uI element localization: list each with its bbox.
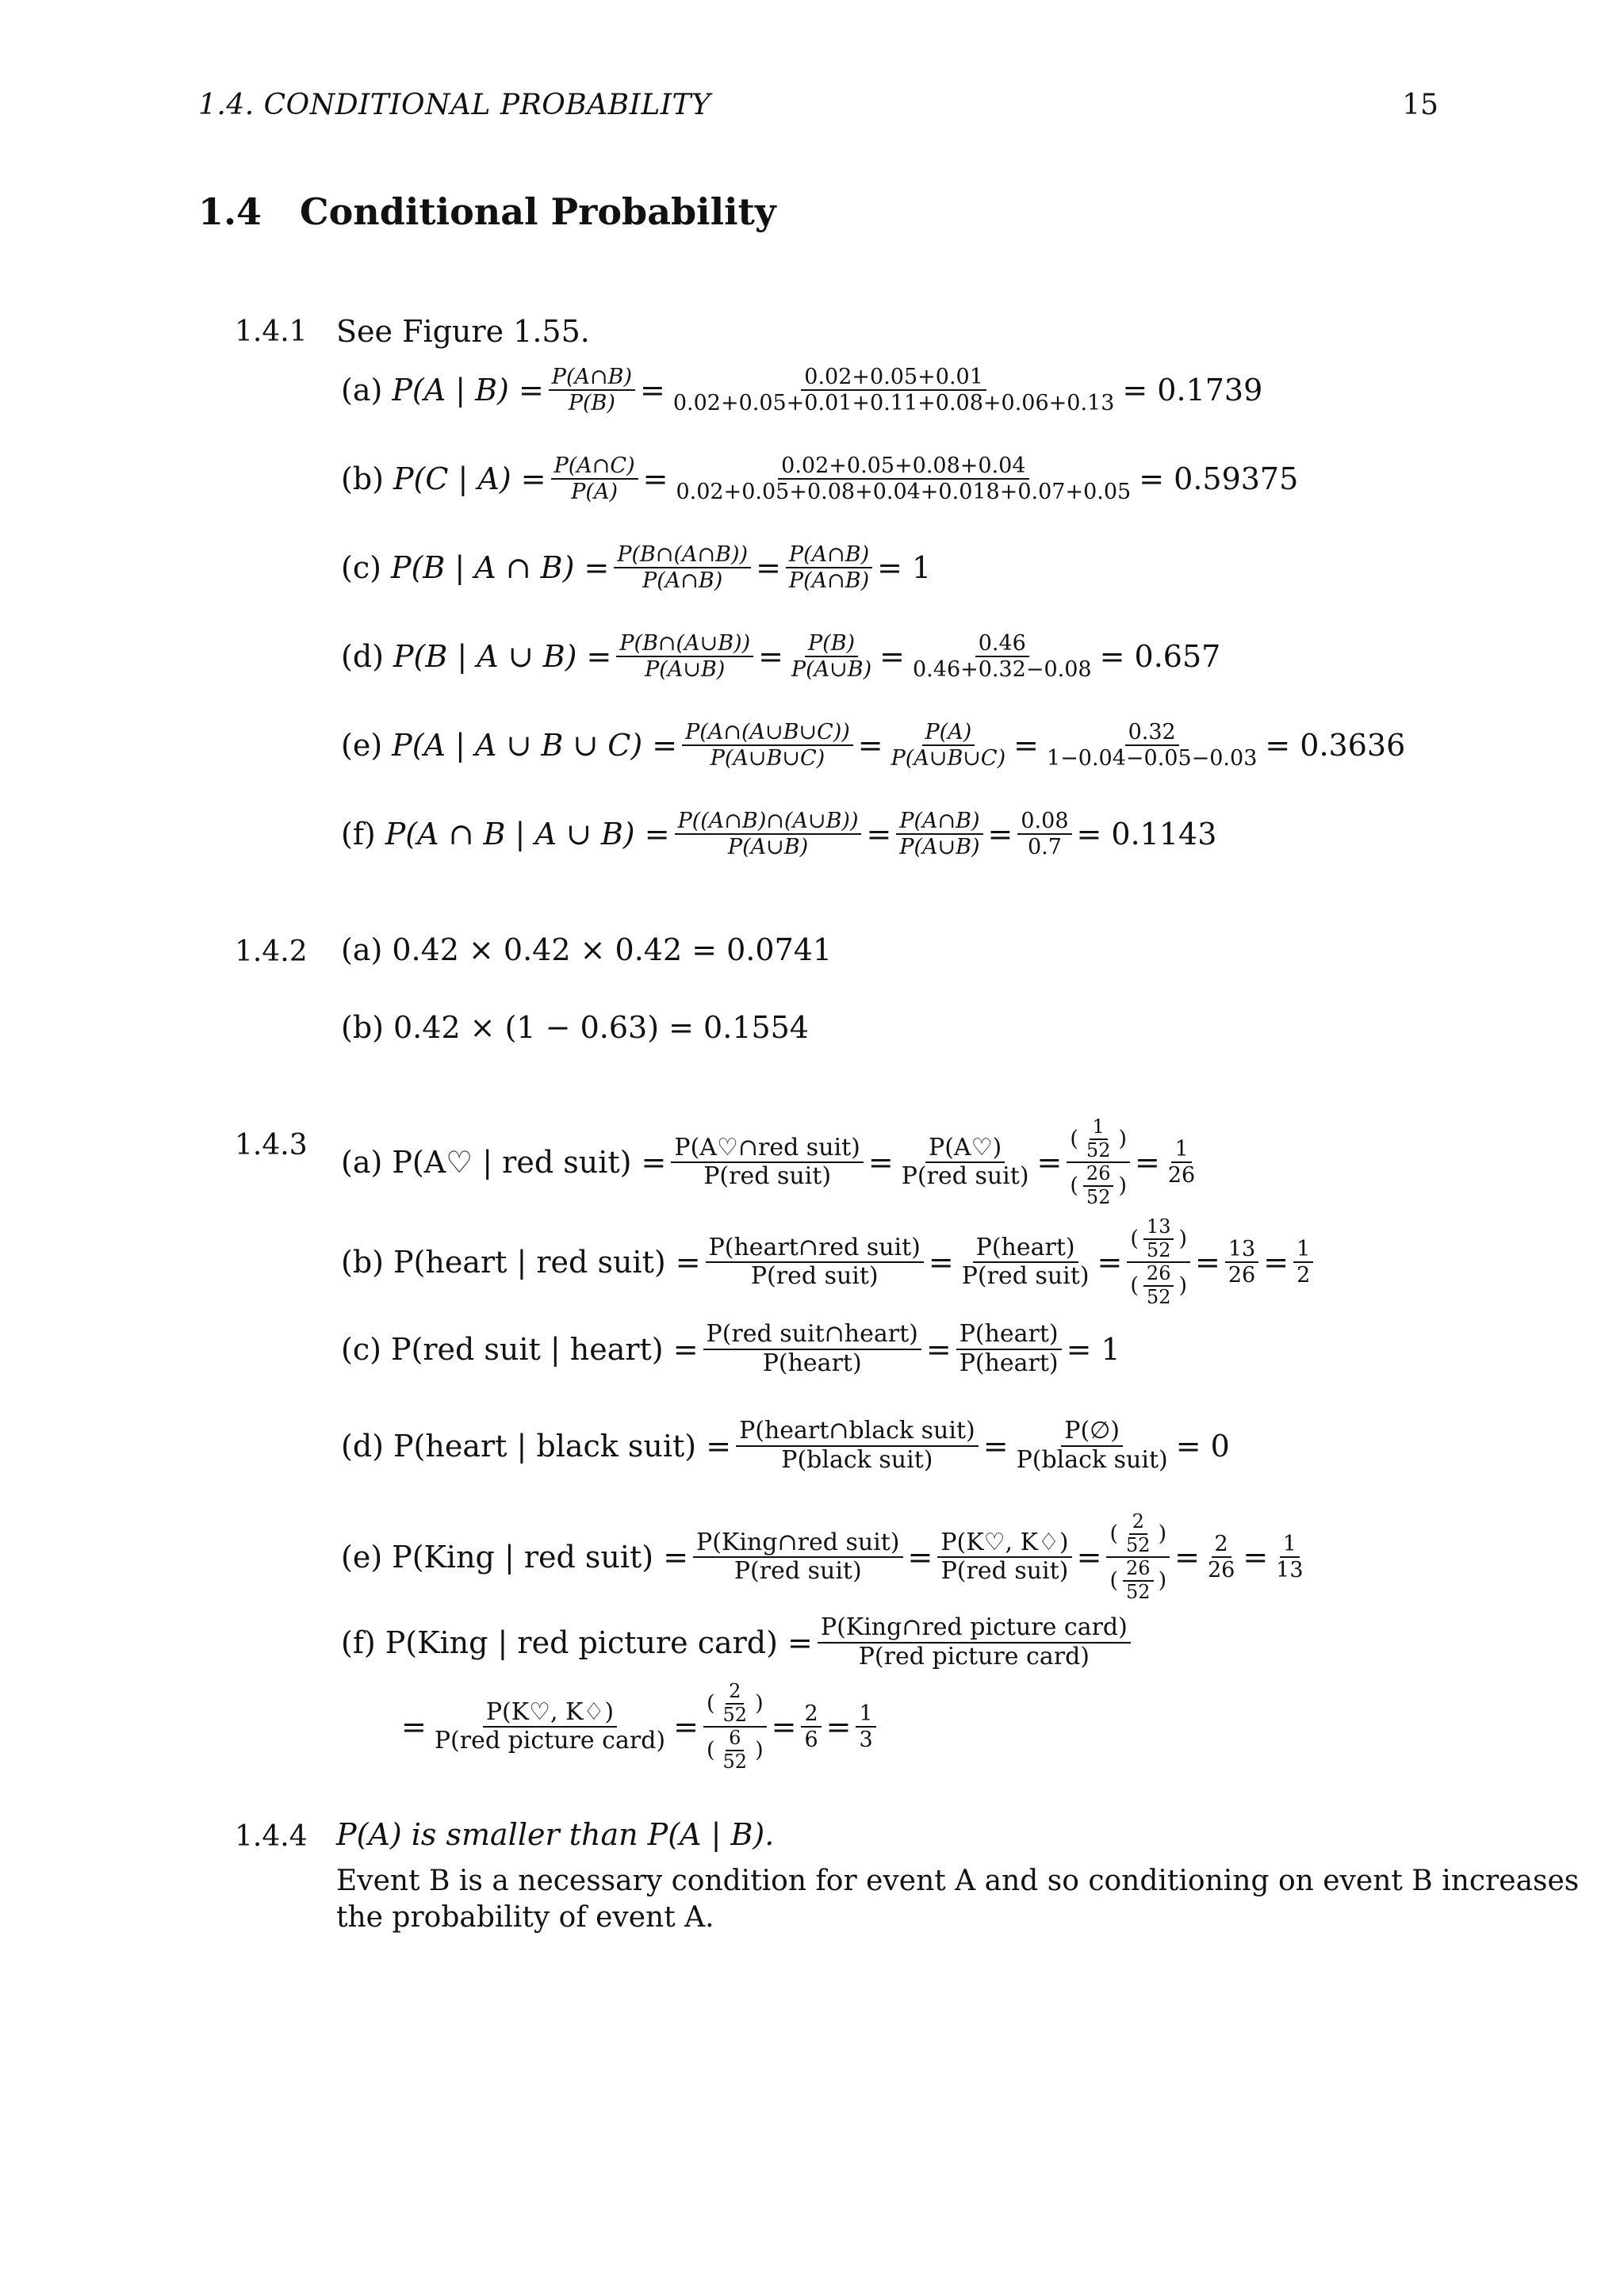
equation-1-4-3-d: (d) P(heart | black suit) = $\frac{\text{P(heart∩black suit)}}{\text{P(black suit)}}$ = $\frac{P(\emptyset)}{\text{P(black suit)}}$ = 0 bbox=[341, 1417, 1230, 1474]
equation-result: = 0.657 bbox=[1099, 639, 1221, 675]
fraction: $\frac{P((A\cap B)\cap(A\cup B))}{P(A\cup B)}$ bbox=[675, 809, 862, 859]
fraction: $\frac{0.02+0.05+0.08+0.04}{0.02+0.05+0.08+0.04+0.018+0.07+0.05}$ bbox=[676, 453, 1132, 505]
equation-1-4-1-f: (f) P(A ∩ B | A ∪ B) = $\frac{P((A\cap B)\cap(A\cup B))}{P(A\cup B)}$ = $\frac{P(A\cap B)}{P(A\cup B)}$ = $\frac{0.08}{0.7}$ = 0.1143 bbox=[341, 809, 1217, 860]
equation-1-4-2-a bbox=[341, 932, 832, 967]
problem-number-1-4-2: 1.4.2 bbox=[235, 936, 308, 968]
equation-1-4-1-c: (c) P(B | A ∩ B) = $\frac{P(B\cap(A\cap B))}{P(A\cap B)}$ = $\frac{P(A\cap B)}{P(A\cap B)}$ = 1 bbox=[341, 542, 932, 594]
equation-result: = 1 bbox=[1066, 1331, 1120, 1367]
equation-lhs: P(A | B) = bbox=[392, 373, 544, 408]
fraction: $\frac{2}{26}$ bbox=[1207, 1532, 1235, 1583]
equation-lhs: P(C | A) = bbox=[393, 461, 546, 497]
fraction: $\frac{\text{P(heart)}}{\text{P(heart)}}$ bbox=[956, 1321, 1062, 1377]
fraction: $\frac{0.02+0.05+0.01}{0.02+0.05+0.01+0.11+0.08+0.06+0.13}$ bbox=[672, 365, 1115, 416]
part-label: (a) bbox=[341, 1145, 383, 1181]
fraction: $\frac{P(A\cap(A\cup B\cup C))}{P(A\cup B\cup C)}$ bbox=[682, 720, 853, 771]
running-head: 1.4. CONDITIONAL PROBABILITY bbox=[198, 89, 711, 121]
fraction: $\frac{P(A\cap B)}{P(A\cup B)}$ bbox=[896, 809, 982, 859]
equation-lhs: P(A♡ | red suit) = bbox=[392, 1145, 667, 1181]
fraction: $\frac{\text{P(heart)}}{\text{P(red suit)}}$ bbox=[961, 1233, 1090, 1291]
part-label: (c) bbox=[341, 1331, 381, 1367]
fraction: $\frac{P(B\cap(A\cap B))}{P(A\cap B)}$ bbox=[614, 542, 751, 593]
problem-number-1-4-1: 1.4.1 bbox=[235, 316, 308, 348]
equation-1-4-2-b bbox=[341, 1010, 809, 1045]
part-label: (f) bbox=[341, 817, 376, 852]
equation-result: = 1 bbox=[877, 550, 932, 586]
problem-statement-1-4-4: P(A) is smaller than P(A | B). bbox=[336, 1817, 775, 1852]
equation-1-4-1-e: (e) P(A | A ∪ B ∪ C) = $\frac{P(A\cap(A\cup B\cup C))}{P(A\cup B\cup C)}$ = $\frac{P(A)}{P(A\cup B\cup C)}$ = $\frac{0.32}{1-0.04-0.05-0.03}$ = 0.3636 bbox=[341, 720, 1406, 771]
nested-fraction: ( $\frac{2}{52}$ ) ( $\frac{26}{52}$ ) bbox=[1106, 1511, 1170, 1603]
equation-lhs: P(B | A ∪ B) = bbox=[393, 639, 612, 675]
part-label: (b) bbox=[341, 1010, 384, 1045]
fraction: $\frac{1}{3}$ bbox=[856, 1701, 875, 1752]
fraction: $\frac{P(A\cap B)}{P(B)}$ bbox=[549, 365, 635, 415]
problem-intro-1-4-1: See Figure 1.55. bbox=[336, 314, 590, 349]
fraction: $\frac{0.08}{0.7}$ bbox=[1017, 809, 1071, 859]
section-number: 1.4 bbox=[198, 190, 262, 233]
fraction: $\frac{\text{P(King∩red suit)}}{\text{P(red suit)}}$ bbox=[693, 1529, 902, 1586]
part-label: (a) bbox=[341, 932, 383, 967]
equation-lhs: P(King | red suit) = bbox=[392, 1540, 689, 1575]
part-label: (a) bbox=[341, 373, 383, 408]
equation-lhs: P(King | red picture card) = bbox=[385, 1624, 813, 1660]
nested-fraction: ( $\frac{13}{52}$ ) ( $\frac{26}{52}$ ) bbox=[1127, 1216, 1190, 1308]
equation-result: = 0 bbox=[1175, 1428, 1230, 1464]
fraction: $\frac{P(K♡, K♢)}{\text{P(red suit)}}$ bbox=[937, 1529, 1071, 1586]
equation-1-4-3-b: (b) P(heart | red suit) = $\frac{\text{P(heart∩red suit)}}{\text{P(red suit)}}$ = $\frac{\text{P(heart)}}{\text{P(red suit)}}$ = ( $\frac{13}{52}$ ) ( $\frac{26}{52}$ ) = $\frac{13}{26}$ = $\frac{1}{2}$ bbox=[341, 1216, 1318, 1308]
equation-1-4-3-e: (e) P(King | red suit) = $\frac{\text{P(King∩red suit)}}{\text{P(red suit)}}$ = $\frac{P(K♡, K♢)}{\text{P(red suit)}}$ = ( $\frac{2}{52}$ ) ( $\frac{26}{52}$ ) = $\frac{2}{26}$ = $\frac{1}{13}$ bbox=[341, 1511, 1312, 1603]
equation-result: = 0.59375 bbox=[1139, 461, 1299, 497]
equation-1-4-1-b: (b) P(C | A) = $\frac{P(A\cap C)}{P(A)}$ = $\frac{0.02+0.05+0.08+0.04}{0.02+0.05+0.08+0.04+0.018+0.07+0.05}$ = 0.59375 bbox=[341, 453, 1299, 505]
fraction: $\frac{1}{2}$ bbox=[1293, 1237, 1313, 1288]
part-label: (d) bbox=[341, 1428, 384, 1464]
equation-text: 0.42 × 0.42 × 0.42 = 0.0741 bbox=[392, 932, 833, 967]
fraction: $\frac{0.32}{1-0.04-0.05-0.03}$ bbox=[1046, 720, 1258, 771]
part-label: (b) bbox=[341, 461, 384, 497]
equation-1-4-3-f-continued: = $\frac{P(K♡, K♢)}{\text{P(red picture card)}}$ = ( $\frac{2}{52}$ ) ( $\frac{6}{52}$ ) = $\frac{2}{6}$ = $\frac{1}{3}$ bbox=[401, 1681, 881, 1773]
equation-lhs: P(A | A ∪ B ∪ C) = bbox=[392, 728, 678, 763]
fraction: $\frac{\text{P(heart∩red suit)}}{\text{P(red suit)}}$ bbox=[706, 1234, 924, 1291]
equation-result: = 0.1739 bbox=[1122, 373, 1263, 408]
fraction: $\frac{P(\emptyset)}{\text{P(black suit)}}$ bbox=[1016, 1417, 1168, 1474]
problem-number-1-4-4: 1.4.4 bbox=[235, 1820, 308, 1853]
fraction: $\frac{0.46}{0.46+0.32-0.08}$ bbox=[913, 631, 1092, 683]
fraction: $\frac{P(A\cap B)}{P(A\cap B)}$ bbox=[786, 542, 872, 593]
part-label: (d) bbox=[341, 639, 384, 675]
equation-result: = 0.3636 bbox=[1265, 728, 1406, 763]
fraction: $\frac{\text{P(King∩red picture card)}}{\text{P(red picture card)}}$ bbox=[818, 1614, 1131, 1670]
equation-result: = 0.1143 bbox=[1076, 817, 1217, 852]
equation-1-4-1-a: (a) P(A | B) = $\frac{P(A\cap B)}{P(B)}$ = $\frac{0.02+0.05+0.01}{0.02+0.05+0.01+0.11+0.08+0.06+0.13}$ = 0.1739 bbox=[341, 365, 1263, 416]
equation-1-4-1-d: (d) P(B | A ∪ B) = $\frac{P(B\cap(A\cup B))}{P(A\cup B)}$ = $\frac{P(B)}{P(A\cup B)}$ = $\frac{0.46}{0.46+0.32-0.08}$ = 0.657 bbox=[341, 631, 1221, 683]
equation-lhs: P(red suit | heart) = bbox=[390, 1331, 699, 1367]
fraction: $\frac{P(A♡)}{\text{P(red suit)}}$ bbox=[901, 1133, 1029, 1191]
fraction: $\frac{P(B\cap(A\cup B))}{P(A\cup B)}$ bbox=[616, 631, 753, 682]
fraction: $\frac{P(B)}{P(A\cup B)}$ bbox=[791, 631, 872, 683]
equation-lhs: P(A ∩ B | A ∪ B) = bbox=[385, 817, 670, 852]
equation-1-4-3-a: (a) P(A♡ | red suit) = $\frac{\text{P(A♡∩red suit)}}{\text{P(red suit)}}$ = $\frac{P(A♡)}{\text{P(red suit)}}$ = ( $\frac{1}{52}$ ) ( $\frac{26}{52}$ ) = $\frac{1}{26}$ bbox=[341, 1116, 1203, 1208]
fraction: $\frac{\text{P(A♡∩red suit)}}{\text{P(red suit)}}$ bbox=[671, 1135, 864, 1191]
equation-lhs: P(heart | black suit) = bbox=[393, 1428, 732, 1464]
fraction: $\frac{P(A)}{P(A\cup B\cup C)}$ bbox=[891, 720, 1006, 771]
equation-1-4-3-f bbox=[341, 1614, 1136, 1670]
page-number: 15 bbox=[1402, 89, 1438, 121]
part-label: (c) bbox=[341, 550, 381, 586]
part-label: (e) bbox=[341, 1540, 383, 1575]
section-title: Conditional Probability bbox=[300, 190, 776, 233]
equation-lhs: P(B | A ∩ B) = bbox=[390, 550, 610, 586]
part-label: (f) bbox=[341, 1624, 376, 1660]
problem-number-1-4-3: 1.4.3 bbox=[235, 1129, 308, 1161]
fraction: $\frac{13}{26}$ bbox=[1225, 1237, 1258, 1288]
fraction: $\frac{P(A\cap C)}{P(A)}$ bbox=[551, 453, 638, 504]
fraction: $\frac{P(K♡, K♢)}{\text{P(red picture card)}}$ bbox=[434, 1697, 666, 1755]
problem-explanation-1-4-4: Event B is a necessary condition for event A and so conditioning on event B increases the probability of event A. bbox=[336, 1865, 1580, 1934]
equation-1-4-3-c: (c) P(red suit | heart) = $\frac{\text{P(red suit∩heart)}}{\text{P(heart)}}$ = $\frac{\text{P(heart)}}{\text{P(heart)}}$ = 1 bbox=[341, 1320, 1120, 1377]
equation-lhs: P(heart | red suit) = bbox=[393, 1245, 701, 1280]
part-label: (b) bbox=[341, 1245, 384, 1280]
equation-text: 0.42 × (1 − 0.63) = 0.1554 bbox=[393, 1010, 809, 1045]
fraction: $\frac{\text{P(heart∩black suit)}}{\text{P(black suit)}}$ bbox=[736, 1418, 979, 1474]
fraction: $\frac{2}{6}$ bbox=[801, 1701, 821, 1752]
fraction: $\frac{1}{26}$ bbox=[1167, 1137, 1196, 1188]
part-label: (e) bbox=[341, 728, 383, 763]
nested-fraction: ( $\frac{1}{52}$ ) ( $\frac{26}{52}$ ) bbox=[1067, 1116, 1130, 1208]
fraction: $\frac{1}{13}$ bbox=[1276, 1532, 1304, 1583]
fraction: $\frac{\text{P(red suit∩heart)}}{\text{P(heart)}}$ bbox=[703, 1321, 921, 1377]
nested-fraction: ( $\frac{2}{52}$ ) ( $\frac{6}{52}$ ) bbox=[703, 1681, 767, 1773]
